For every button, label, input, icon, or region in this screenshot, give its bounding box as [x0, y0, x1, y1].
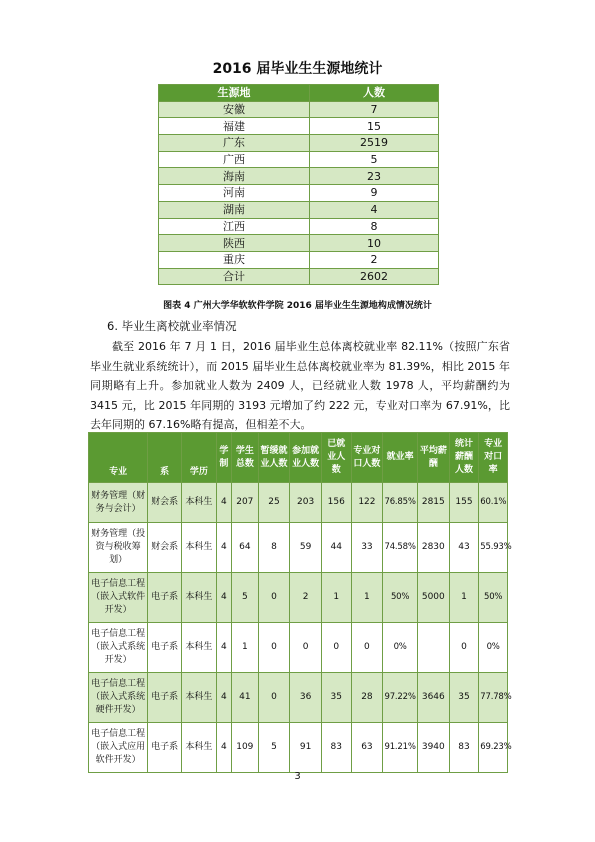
table-row [89, 623, 508, 673]
table-row [159, 151, 439, 168]
origin-cell: 福建 [159, 118, 310, 135]
students-cell: 1 [232, 623, 259, 673]
count-cell: 5 [310, 151, 439, 168]
table-row [89, 723, 508, 773]
origin-cell: 陕西 [159, 235, 310, 252]
matched-cell: 63 [351, 723, 383, 773]
employed-cell: 44 [321, 523, 351, 573]
table-row [159, 201, 439, 218]
matched-cell: 33 [351, 523, 383, 573]
count-cell: 7 [310, 101, 439, 118]
count-cell: 2519 [310, 135, 439, 152]
column-header: 学历 [181, 433, 216, 483]
match-rate-cell: 60.1% [479, 483, 508, 523]
years-cell: 4 [216, 723, 231, 773]
deferred-cell: 8 [258, 523, 290, 573]
employed-cell: 0 [321, 623, 351, 673]
origin-table-header [159, 85, 439, 102]
years-cell: 4 [216, 573, 231, 623]
table-row [159, 235, 439, 252]
column-header: 专业对口人数 [351, 433, 383, 483]
total-row [159, 268, 439, 285]
column-header: 学生总数 [232, 433, 259, 483]
column-header: 平均薪酬 [417, 433, 449, 483]
table-row [89, 523, 508, 573]
department-cell: 财会系 [148, 523, 182, 573]
column-header: 专业对口率 [479, 433, 508, 483]
major-cell: 电子信息工程（嵌入式系统硬件开发） [89, 673, 148, 723]
count-cell: 9 [310, 185, 439, 202]
employed-cell: 156 [321, 483, 351, 523]
participating-cell: 36 [290, 673, 322, 723]
match-rate-cell: 50% [479, 573, 508, 623]
department-cell: 电子系 [148, 723, 182, 773]
students-cell: 5 [232, 573, 259, 623]
employment-rate-cell: 50% [383, 573, 418, 623]
column-header: 人数 [310, 85, 439, 102]
employed-cell: 35 [321, 673, 351, 723]
column-header: 生源地 [159, 85, 310, 102]
table-row [159, 135, 439, 152]
origin-cell: 湖南 [159, 201, 310, 218]
employment-table-header [89, 433, 508, 483]
origin-cell: 合计 [159, 268, 310, 285]
salary-count-cell: 83 [449, 723, 479, 773]
origin-cell: 海南 [159, 168, 310, 185]
students-cell: 41 [232, 673, 259, 723]
section-heading: 6. 毕业生离校就业率情况 [107, 319, 237, 333]
count-cell: 15 [310, 118, 439, 135]
participating-cell: 59 [290, 523, 322, 573]
degree-cell: 本科生 [181, 573, 216, 623]
table-row [159, 168, 439, 185]
participating-cell: 2 [290, 573, 322, 623]
count-cell: 2602 [310, 268, 439, 285]
salary-count-cell: 0 [449, 623, 479, 673]
employment-rate-cell: 91.21% [383, 723, 418, 773]
salary-cell: 3646 [417, 673, 449, 723]
column-header: 参加就业人数 [290, 433, 322, 483]
count-cell: 23 [310, 168, 439, 185]
table-row [159, 218, 439, 235]
origin-cell: 河南 [159, 185, 310, 202]
matched-cell: 1 [351, 573, 383, 623]
years-cell: 4 [216, 623, 231, 673]
salary-cell: 3940 [417, 723, 449, 773]
employment-rate-cell: 74.58% [383, 523, 418, 573]
years-cell: 4 [216, 483, 231, 523]
participating-cell: 203 [290, 483, 322, 523]
origin-cell: 广西 [159, 151, 310, 168]
salary-count-cell: 1 [449, 573, 479, 623]
count-cell: 2 [310, 251, 439, 268]
deferred-cell: 0 [258, 673, 290, 723]
column-header: 专业 [89, 433, 148, 483]
match-rate-cell: 55.93% [479, 523, 508, 573]
table-row [159, 118, 439, 135]
match-rate-cell: 69.23% [479, 723, 508, 773]
origin-cell: 重庆 [159, 251, 310, 268]
salary-cell: 2815 [417, 483, 449, 523]
department-cell: 电子系 [148, 673, 182, 723]
matched-cell: 122 [351, 483, 383, 523]
employed-cell: 1 [321, 573, 351, 623]
column-header: 统计薪酬人数 [449, 433, 479, 483]
major-cell: 电子信息工程（嵌入式应用软件开发） [89, 723, 148, 773]
major-cell: 电子信息工程（嵌入式软件开发） [89, 573, 148, 623]
matched-cell: 28 [351, 673, 383, 723]
participating-cell: 91 [290, 723, 322, 773]
origin-table [158, 84, 439, 285]
major-cell: 财务管理（投资与税收筹划） [89, 523, 148, 573]
salary-count-cell: 43 [449, 523, 479, 573]
match-rate-cell: 0% [479, 623, 508, 673]
employment-table [88, 432, 512, 773]
salary-count-cell: 155 [449, 483, 479, 523]
deferred-cell: 25 [258, 483, 290, 523]
page-title: 2016 届毕业生生源地统计 [212, 61, 383, 77]
employment-rate-cell: 97.22% [383, 673, 418, 723]
salary-cell [417, 623, 449, 673]
years-cell: 4 [216, 523, 231, 573]
origin-cell: 广东 [159, 135, 310, 152]
origin-cell: 江西 [159, 218, 310, 235]
column-header: 暂缓就业人数 [258, 433, 290, 483]
department-cell: 电子系 [148, 623, 182, 673]
students-cell: 109 [232, 723, 259, 773]
table-row [89, 573, 508, 623]
origin-cell: 安徽 [159, 101, 310, 118]
degree-cell: 本科生 [181, 483, 216, 523]
salary-cell: 2830 [417, 523, 449, 573]
table-caption: 图表 4 广州大学华软软件学院 2016 届毕业生生源地构成情况统计 [163, 301, 432, 311]
count-cell: 10 [310, 235, 439, 252]
employed-cell: 83 [321, 723, 351, 773]
major-cell: 财务管理（财务与会计） [89, 483, 148, 523]
major-cell: 电子信息工程（嵌入式系统开发） [89, 623, 148, 673]
degree-cell: 本科生 [181, 523, 216, 573]
count-cell: 4 [310, 201, 439, 218]
column-header: 学制 [216, 433, 231, 483]
column-header: 就业率 [383, 433, 418, 483]
employment-rate-cell: 76.85% [383, 483, 418, 523]
students-cell: 64 [232, 523, 259, 573]
column-header: 已就业人数 [321, 433, 351, 483]
body-paragraph [90, 337, 510, 435]
match-rate-cell: 77.78% [479, 673, 508, 723]
deferred-cell: 0 [258, 623, 290, 673]
participating-cell: 0 [290, 623, 322, 673]
count-cell: 8 [310, 218, 439, 235]
degree-cell: 本科生 [181, 673, 216, 723]
matched-cell: 0 [351, 623, 383, 673]
table-row [159, 251, 439, 268]
department-cell: 电子系 [148, 573, 182, 623]
page-number: 3 [294, 771, 301, 782]
employment-rate-cell: 0% [383, 623, 418, 673]
table-row [89, 483, 508, 523]
paragraph-text: 截至 2016 年 7 月 1 日，2016 届毕业生总体离校就业率 82.11%（按照广东省毕业生就业系统统计），而 2015 届毕业生总体离校就业率为 81.39%，相比 2015 年同期略有上升。参加就业人数为 2409 人，已经就业人数 1978 人，平均薪酬约为 3415 元，比 2015 年同期的 3193 元增加了约 222 元，专业对口率为 67.91%，比去年同期的 67.16%略有提高，但相差不大。 [90, 340, 510, 431]
salary-count-cell: 35 [449, 673, 479, 723]
degree-cell: 本科生 [181, 623, 216, 673]
table-row [159, 101, 439, 118]
table-row [89, 673, 508, 723]
deferred-cell: 5 [258, 723, 290, 773]
column-header: 系 [148, 433, 182, 483]
degree-cell: 本科生 [181, 723, 216, 773]
table-row [159, 185, 439, 202]
salary-cell: 5000 [417, 573, 449, 623]
years-cell: 4 [216, 673, 231, 723]
department-cell: 财会系 [148, 483, 182, 523]
deferred-cell: 0 [258, 573, 290, 623]
students-cell: 207 [232, 483, 259, 523]
